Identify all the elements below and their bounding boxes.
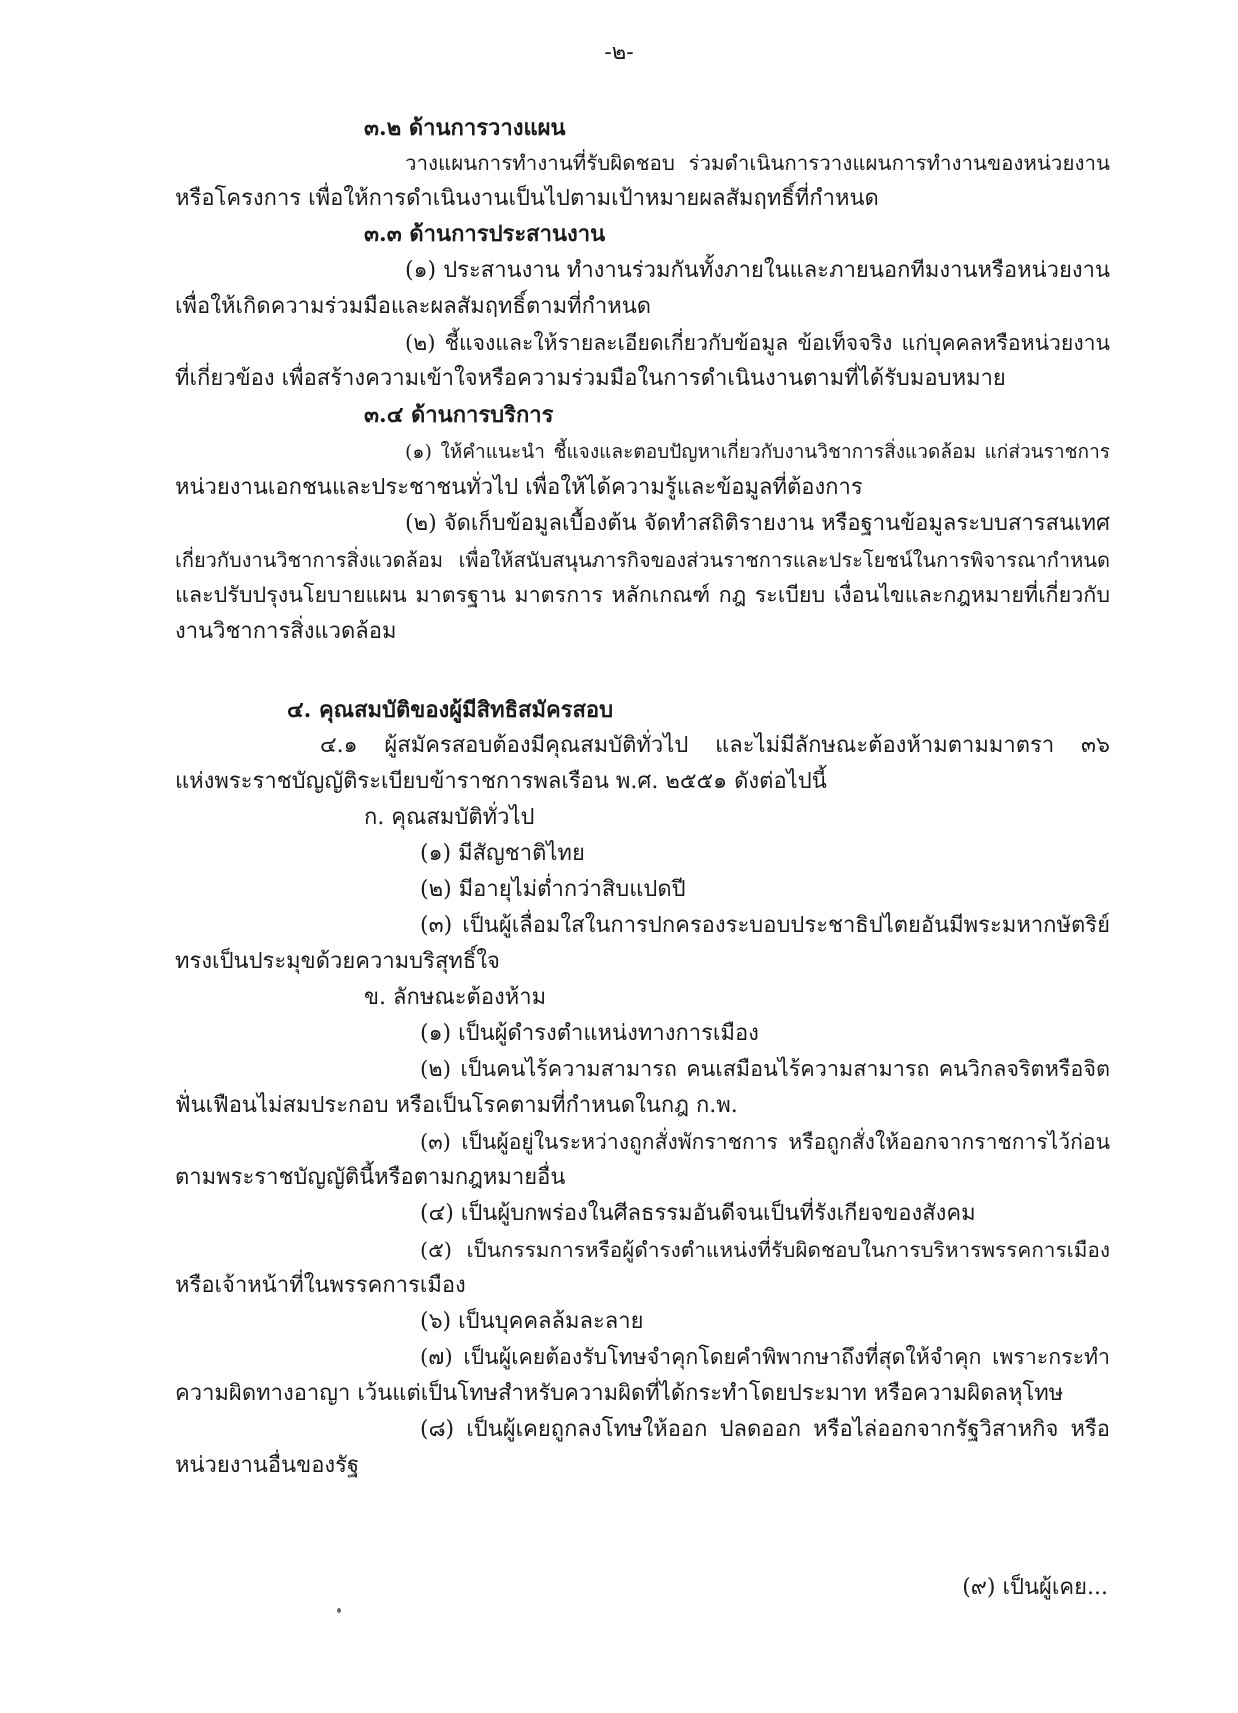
s34-item2-line-2: เกี่ยวกับงานวิชาการสิ่งแวดล้อม เพื่อให้สนับสนุนภารกิจของส่วนราชการและประโยชน์ในการพิจารณากำหนด — [175, 548, 1110, 572]
s33-item1-line-2: เพื่อให้เกิดความร่วมมือและผลสัมฤทธิ์ตามที่กำหนด — [175, 294, 652, 319]
s34-item2-line-4: งานวิชาการสิ่งแวดล้อม — [175, 619, 397, 644]
heading-3-3: ๓.๓ ด้านการประสานงาน — [364, 221, 606, 247]
s34-item2-line-3: และปรับปรุงนโยบายแผน มาตรฐาน มาตรการ หลักเกณฑ์ กฎ ระเบียบ เงื่อนไขและกฎหมายที่เกี่ยวกับ — [175, 583, 1110, 608]
heading-3-2: ๓.๒ ด้านการวางแผน — [364, 115, 566, 141]
general-qualifications-heading: ก. คุณสมบัติทั่วไป — [364, 805, 535, 830]
general-qual-item-1: (๑) มีสัญชาติไทย — [420, 841, 585, 866]
prohibited-item-3-line-2: ตามพระราชบัญญัตินี้หรือตามกฎหมายอื่น — [175, 1165, 566, 1190]
continuation-text: (๙) เป็นผู้เคย... — [962, 1575, 1108, 1600]
prohibited-item-6: (๖) เป็นบุคคลล้มละลาย — [420, 1309, 644, 1334]
heading-3-4: ๓.๔ ด้านการบริการ — [364, 402, 554, 428]
prohibited-item-1: (๑) เป็นผู้ดำรงตำแหน่งทางการเมือง — [420, 1021, 759, 1046]
scan-speck — [337, 1608, 341, 1613]
s41-line-2: แห่งพระราชบัญญัติระเบียบข้าราชการพลเรือน พ.ศ. ๒๕๕๑ ดังต่อไปนี้ — [175, 769, 827, 794]
prohibited-item-7-line-1: (๗) เป็นผู้เคยต้องรับโทษจำคุกโดยคำพิพากษาถึงที่สุดให้จำคุก เพราะกระทำ — [420, 1345, 1110, 1370]
prohibited-item-4: (๔) เป็นผู้บกพร่องในศีลธรรมอันดีจนเป็นที่รังเกียจของสังคม — [420, 1201, 976, 1226]
s34-item1-line-1: (๑) ให้คำแนะนำ ชี้แจงและตอบปัญหาเกี่ยวกับงานวิชาการสิ่งแวดล้อม แก่ส่วนราชการ — [405, 441, 1110, 463]
s32-paragraph-line-2: หรือโครงการ เพื่อให้การดำเนินงานเป็นไปตามเป้าหมายผลสัมฤทธิ์ที่กำหนด — [175, 186, 879, 211]
general-qual-item-3-line-2: ทรงเป็นประมุขด้วยความบริสุทธิ์ใจ — [175, 949, 500, 974]
prohibited-item-8-line-2: หน่วยงานอื่นของรัฐ — [175, 1453, 360, 1478]
prohibited-item-2-line-1: (๒) เป็นคนไร้ความสามารถ คนเสมือนไร้ความสามารถ คนวิกลจริตหรือจิต — [420, 1057, 1110, 1082]
s32-paragraph-line-1: วางแผนการทำงานที่รับผิดชอบ ร่วมดำเนินการวางแผนการทำงานของหน่วยงาน — [405, 151, 1110, 175]
s34-item1-line-2: หน่วยงานเอกชนและประชาชนทั่วไป เพื่อให้ได้ความรู้และข้อมูลที่ต้องการ — [175, 475, 863, 500]
prohibited-item-8-line-1: (๘) เป็นผู้เคยถูกลงโทษให้ออก ปลดออก หรือไล่ออกจากรัฐวิสาหกิจ หรือ — [420, 1417, 1110, 1442]
prohibited-characteristics-heading: ข. ลักษณะต้องห้าม — [364, 985, 547, 1010]
prohibited-item-5-line-2: หรือเจ้าหน้าที่ในพรรคการเมือง — [175, 1273, 466, 1298]
s33-item2-line-2: ที่เกี่ยวข้อง เพื่อสร้างความเข้าใจหรือความร่วมมือในการดำเนินงานตามที่ได้รับมอบหมาย — [175, 366, 1006, 391]
s33-item2-line-1: (๒) ชี้แจงและให้รายละเอียดเกี่ยวกับข้อมูล ข้อเท็จจริง แก่บุคคลหรือหน่วยงาน — [405, 330, 1110, 355]
heading-4: ๔. คุณสมบัติของผู้มีสิทธิสมัครสอบ — [287, 697, 614, 723]
page-number: -๒- — [604, 40, 634, 65]
prohibited-item-7-line-2: ความผิดทางอาญา เว้นแต่เป็นโทษสำหรับความผิดที่ได้กระทำโดยประมาท หรือความผิดลหุโทษ — [175, 1381, 1064, 1406]
prohibited-item-5-line-1: (๕) เป็นกรรมการหรือผู้ดำรงตำแหน่งที่รับผิดชอบในการบริหารพรรคการเมือง — [420, 1238, 1110, 1262]
s41-line-1: ๔.๑ ผู้สมัครสอบต้องมีคุณสมบัติทั่วไป และไม่มีลักษณะต้องห้ามตามมาตรา ๓๖ — [320, 733, 1110, 758]
general-qual-item-3-line-1: (๓) เป็นผู้เลื่อมใสในการปกครองระบอบประชาธิปไตยอันมีพระมหากษัตริย์ — [420, 913, 1110, 938]
s33-item1-line-1: (๑) ประสานงาน ทำงานร่วมกันทั้งภายในและภายนอกทีมงานหรือหน่วยงาน — [405, 258, 1110, 283]
prohibited-item-2-line-2: ฟั่นเฟือนไม่สมประกอบ หรือเป็นโรคตามที่กำหนดในกฎ ก.พ. — [175, 1093, 738, 1118]
s34-item2-line-1: (๒) จัดเก็บข้อมูลเบื้องต้น จัดทำสถิติรายงาน หรือฐานข้อมูลระบบสารสนเทศ — [405, 511, 1110, 536]
prohibited-item-3-line-1: (๓) เป็นผู้อยู่ในระหว่างถูกสั่งพักราชการ หรือถูกสั่งให้ออกจากราชการไว้ก่อน — [420, 1129, 1110, 1154]
general-qual-item-2: (๒) มีอายุไม่ต่ำกว่าสิบแปดปี — [420, 877, 686, 902]
